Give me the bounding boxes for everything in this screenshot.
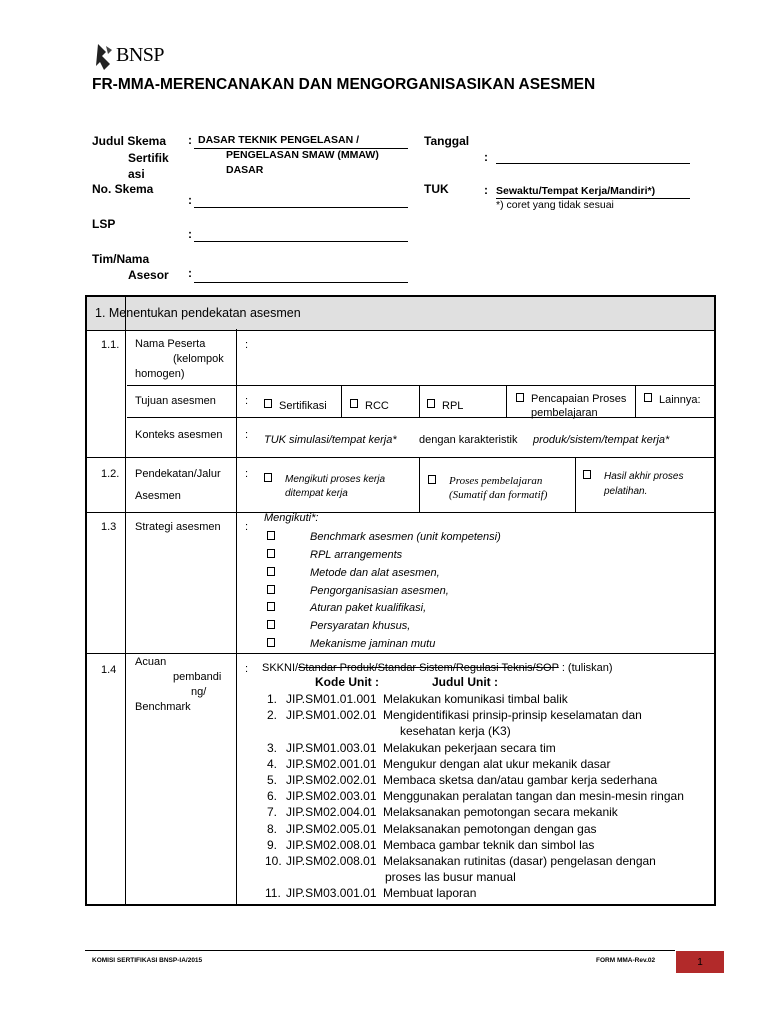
- option-hasil-akhir: Hasil akhir proses: [604, 471, 684, 482]
- judul-skema-label-3: asi: [128, 167, 145, 181]
- unit-title: proses las busur manual: [385, 870, 516, 885]
- option-proses-kerja: Mengikuti proses kerja: [285, 474, 386, 485]
- colon: :: [484, 183, 488, 197]
- acuan-label-2: pembandi: [173, 671, 222, 683]
- konteks-value-c: produk/sistem/tempat kerja*: [533, 434, 670, 446]
- strategi-intro: Mengikuti*:: [264, 512, 319, 524]
- checkbox-pencapaian[interactable]: [516, 393, 524, 402]
- colon: :: [188, 266, 192, 280]
- table-col-divider: [236, 329, 237, 904]
- unit-title: Menggunakan peralatan tangan dan mesin-mesin ringan: [383, 789, 684, 804]
- judul-skema-label-2: Sertifik: [128, 151, 169, 165]
- checkbox-proses-kerja[interactable]: [264, 473, 272, 482]
- colon: :: [188, 193, 192, 207]
- strategi-item: Pengorganisasian asesmen,: [310, 585, 449, 597]
- skkni-line: [262, 662, 613, 674]
- acuan-label-3: ng/: [191, 686, 207, 698]
- judul-skema-value-3: DASAR: [226, 164, 264, 176]
- unit-number: 11.: [265, 886, 281, 901]
- checkbox-lainnya[interactable]: [644, 393, 652, 402]
- no-skema-field[interactable]: [194, 207, 408, 208]
- konteks-asesmen-label: Konteks asesmen: [135, 429, 223, 441]
- colon: :: [245, 663, 249, 675]
- option-hasil-akhir-2: pelatihan.: [604, 486, 648, 497]
- unit-title: Membaca sketsa dan/atau gambar kerja sederhana: [383, 773, 658, 787]
- tim-asesor-field[interactable]: [194, 282, 408, 283]
- footer-right: FORM MMA-Rev.02: [596, 957, 656, 964]
- judul-skema-label: Judul Skema: [92, 134, 167, 148]
- unit-code: JIP.SM01.01.001: [286, 692, 377, 706]
- unit-title: Membuat laporan: [383, 886, 477, 901]
- checkbox-strategi-7[interactable]: [267, 638, 275, 647]
- pendekatan-label-2: Asesmen: [135, 490, 181, 502]
- colon: :: [188, 133, 192, 147]
- colon: :: [245, 429, 249, 441]
- unit-code: JIP.SM02.002.01: [286, 773, 377, 787]
- colon: :: [245, 339, 249, 351]
- unit-code: JIP.SM03.001.01: [286, 886, 377, 901]
- skkni-tail: : (tuliskan): [558, 662, 613, 674]
- checkbox-strategi-4[interactable]: [267, 585, 275, 594]
- strategi-item: Persyaratan khusus,: [310, 620, 411, 632]
- checkbox-strategi-5[interactable]: [267, 602, 275, 611]
- skkni-strikethrough: Standar Produk/Standar Sistem/Regulasi Teknis/SOP: [298, 662, 559, 674]
- tim-asesor-label: Tim/Nama: [92, 252, 150, 266]
- checkbox-strategi-2[interactable]: [267, 549, 275, 558]
- unit-number: 9.: [267, 837, 278, 852]
- unit-code: JIP.SM02.004.01: [286, 805, 377, 820]
- row-number: 1.1.: [101, 339, 120, 351]
- unit-code: JIP.SM01.003.01: [286, 740, 377, 755]
- nama-peserta-label-3: homogen): [135, 368, 185, 380]
- strategi-item: Benchmark asesmen (unit kompetensi): [310, 531, 501, 543]
- option-proses-pembelajaran: Proses pembelajaran: [449, 475, 543, 487]
- option-proses-kerja-2: ditempat kerja: [285, 488, 348, 499]
- colon: :: [245, 468, 249, 480]
- tuk-value: Sewaktu/Tempat Kerja/Mandiri*): [496, 185, 656, 197]
- acuan-label: Acuan: [135, 656, 167, 668]
- row-number: 1.2.: [101, 468, 120, 480]
- strategi-item: RPL arrangements: [310, 549, 403, 561]
- table-col-divider: [125, 297, 126, 904]
- bnsp-emblem-icon: [94, 42, 116, 72]
- pendekatan-label: Pendekatan/Jalur: [135, 468, 221, 480]
- bnsp-logo: [94, 40, 174, 76]
- unit-title: Melaksanakan pemotongan dengan gas: [383, 821, 597, 836]
- unit-title: Melakukan komunikasi timbal balik: [383, 692, 568, 706]
- unit-number: 10.: [265, 854, 282, 868]
- tujuan-asesmen-label: Tujuan asesmen: [135, 395, 216, 407]
- option-lainnya: Lainnya:: [659, 394, 701, 406]
- tanggal-label: Tanggal: [424, 134, 470, 148]
- unit-title: Membaca gambar teknik dan simbol las: [383, 837, 595, 852]
- unit-number: 2.: [267, 708, 278, 723]
- document-title: FR-MMA-MERENCANAKAN DAN MENGORGANISASIKAN ASESMEN: [92, 76, 596, 93]
- row-number: 1.3: [101, 521, 117, 533]
- tim-asesor-label-2: Asesor: [128, 268, 169, 282]
- konteks-value-b: dengan karakteristik: [419, 434, 518, 446]
- lsp-field[interactable]: [194, 241, 408, 242]
- unit-number: 6.: [267, 789, 278, 804]
- checkbox-sertifikasi[interactable]: [264, 399, 272, 408]
- colon: :: [188, 227, 192, 241]
- option-proses-pembelajaran-2: (Sumatif dan formatif): [449, 489, 548, 501]
- unit-title: Melaksanakan pemotongan secara mekanik: [383, 805, 618, 820]
- footer-left: KOMISI SERTIFIKASI BNSP-IA/2015: [92, 957, 203, 964]
- tuk-note: *) coret yang tidak sesuai: [496, 199, 614, 211]
- logo-text: BNSP: [116, 44, 165, 66]
- section-title: 1. Menentukan pendekatan asesmen: [95, 306, 301, 320]
- strategi-item: Mekanisme jaminan mutu: [310, 638, 436, 650]
- judul-unit-header: Judul Unit :: [432, 675, 498, 689]
- checkbox-strategi-1[interactable]: [267, 531, 275, 540]
- strategi-item: Aturan paket kualifikasi,: [310, 602, 427, 614]
- option-sertifikasi: Sertifikasi: [279, 400, 327, 412]
- unit-code: JIP.SM01.002.01: [286, 708, 377, 723]
- unit-code: JIP.SM02.001.01: [286, 756, 377, 771]
- colon: :: [245, 521, 249, 533]
- footer-divider: [85, 950, 675, 951]
- page-number: 1: [676, 951, 724, 973]
- tanggal-field[interactable]: [496, 163, 690, 164]
- skkni-label: SKKNI/: [262, 662, 299, 674]
- unit-title: Mengukur dengan alat ukur mekanik dasar: [383, 756, 611, 771]
- colon: :: [484, 150, 488, 164]
- tuk-label: TUK: [424, 182, 449, 196]
- assessment-table: [85, 295, 716, 906]
- option-rpl: RPL: [442, 400, 464, 412]
- unit-number: 4.: [267, 756, 278, 771]
- checkbox-strategi-3[interactable]: [267, 567, 275, 576]
- checkbox-hasil-akhir[interactable]: [583, 470, 591, 479]
- checkbox-rpl[interactable]: [427, 399, 435, 408]
- kode-unit-header: Kode Unit :: [315, 675, 379, 689]
- option-pencapaian: Pencapaian Proses: [531, 393, 627, 405]
- unit-number: 8.: [267, 821, 278, 836]
- checkbox-rcc[interactable]: [350, 399, 358, 408]
- strategi-label: Strategi asesmen: [135, 521, 221, 533]
- nama-peserta-label-2: (kelompok: [173, 353, 224, 365]
- unit-title: kesehatan kerja (K3): [400, 724, 511, 739]
- unit-title: Melakukan pekerjaan secara tim: [383, 740, 556, 755]
- unit-code: JIP.SM02.003.01: [286, 789, 377, 804]
- unit-number: 7.: [267, 805, 278, 820]
- colon: :: [245, 395, 249, 407]
- unit-title: Melaksanakan rutinitas (dasar) pengelasan dengan: [383, 854, 656, 868]
- section-header: [87, 297, 714, 331]
- unit-code: JIP.SM02.008.01: [286, 854, 377, 868]
- unit-title: Mengidentifikasi prinsip-prinsip keselamatan dan: [383, 708, 642, 723]
- checkbox-proses-pembelajaran[interactable]: [428, 475, 436, 484]
- unit-number: 5.: [267, 773, 278, 787]
- unit-number: 3.: [267, 740, 278, 755]
- judul-skema-value-1: DASAR TEKNIK PENGELASAN /: [198, 134, 360, 146]
- acuan-label-4: Benchmark: [135, 701, 191, 713]
- unit-code: JIP.SM02.005.01: [286, 821, 377, 836]
- konteks-value-a: TUK simulasi/tempat kerja*: [264, 434, 397, 446]
- option-pencapaian-2: pembelajaran: [531, 407, 598, 419]
- lsp-label: LSP: [92, 217, 116, 231]
- nama-peserta-label: Nama Peserta: [135, 338, 206, 350]
- strategi-item: Metode dan alat asesmen,: [310, 567, 440, 579]
- option-rcc: RCC: [365, 400, 389, 412]
- judul-skema-value-2: PENGELASAN SMAW (MMAW): [226, 149, 379, 161]
- row-number: 1.4: [101, 664, 117, 676]
- unit-number: 1.: [267, 692, 278, 706]
- unit-code: JIP.SM02.008.01: [286, 837, 377, 852]
- checkbox-strategi-6[interactable]: [267, 620, 275, 629]
- no-skema-label: No. Skema: [92, 182, 154, 196]
